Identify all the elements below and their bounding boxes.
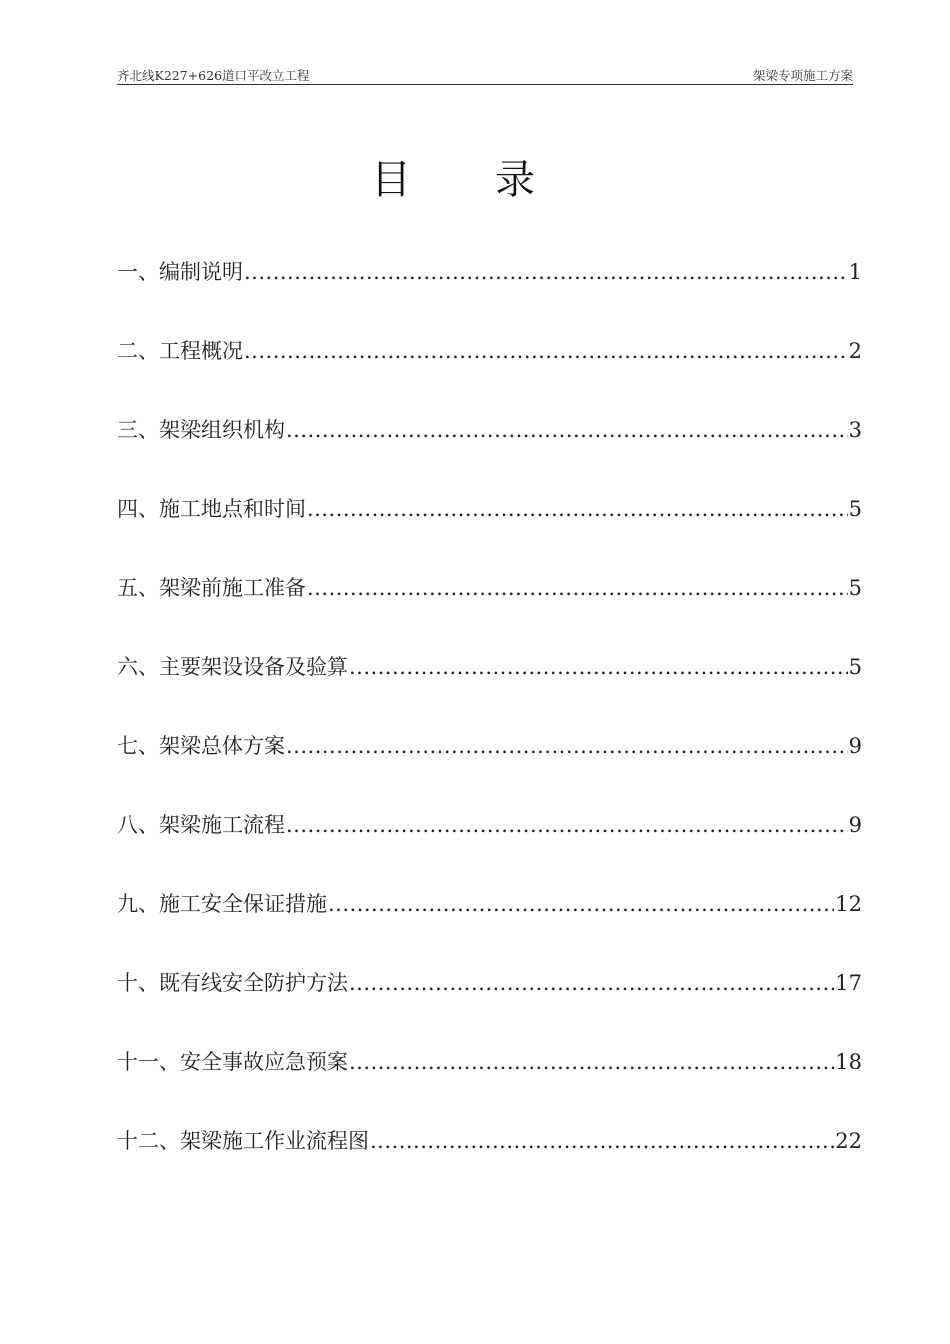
- toc-entry-page: 22: [835, 1129, 862, 1153]
- toc-entry-page: 9: [848, 734, 862, 758]
- toc-leader-dots: [244, 331, 848, 371]
- toc-entry-page: 5: [848, 655, 862, 679]
- toc-leader-dots: [244, 252, 848, 292]
- toc-entry-page: 5: [848, 576, 862, 600]
- toc-entry-page: 18: [835, 1050, 862, 1074]
- toc-entry-page: 2: [848, 339, 862, 363]
- header-project-name: 齐北线K227+626道口平改立工程: [117, 68, 310, 83]
- toc-entry-page: 5: [848, 497, 862, 521]
- toc-leader-dots: [286, 805, 848, 845]
- toc-entry-label: 一、编制说明: [117, 260, 243, 284]
- table-of-contents: [117, 252, 862, 1200]
- header-document-name: 架梁专项施工方案: [752, 68, 853, 83]
- toc-leader-dots: [349, 647, 848, 687]
- toc-entry-8[interactable]: [117, 805, 862, 884]
- toc-leader-dots: [349, 1042, 834, 1082]
- page-header: [117, 66, 853, 85]
- toc-entry-page: 12: [835, 892, 862, 916]
- toc-entry-7[interactable]: [117, 726, 862, 805]
- toc-leader-dots: [307, 568, 848, 608]
- toc-entry-page: 1: [848, 260, 862, 284]
- toc-entry-label: 二、工程概况: [117, 339, 243, 363]
- toc-entry-label: 七、架梁总体方案: [117, 734, 285, 758]
- toc-leader-dots: [307, 489, 848, 529]
- toc-title: 目录: [371, 157, 619, 203]
- toc-entry-6[interactable]: [117, 647, 862, 726]
- toc-entry-page: 9: [848, 813, 862, 837]
- toc-entry-2[interactable]: [117, 331, 862, 410]
- toc-entry-12[interactable]: [117, 1121, 862, 1200]
- toc-leader-dots: [286, 410, 848, 450]
- toc-entry-9[interactable]: [117, 884, 862, 963]
- toc-entry-label: 十一、安全事故应急预案: [117, 1050, 348, 1074]
- toc-entry-11[interactable]: [117, 1042, 862, 1121]
- toc-entry-label: 九、施工安全保证措施: [117, 892, 327, 916]
- toc-entry-label: 三、架梁组织机构: [117, 418, 285, 442]
- toc-entry-4[interactable]: [117, 489, 862, 568]
- toc-leader-dots: [349, 963, 834, 1003]
- toc-leader-dots: [328, 884, 834, 924]
- toc-entry-label: 十二、架梁施工作业流程图: [117, 1129, 369, 1153]
- toc-entry-3[interactable]: [117, 410, 862, 489]
- toc-entry-label: 六、主要架设设备及验算: [117, 655, 348, 679]
- toc-entry-label: 四、施工地点和时间: [117, 497, 306, 521]
- toc-entry-label: 十、既有线安全防护方法: [117, 971, 348, 995]
- toc-leader-dots: [370, 1121, 834, 1161]
- toc-entry-label: 五、架梁前施工准备: [117, 576, 306, 600]
- toc-leader-dots: [286, 726, 848, 766]
- toc-entry-page: 3: [848, 418, 862, 442]
- toc-entry-label: 八、架梁施工流程: [117, 813, 285, 837]
- toc-entry-page: 17: [835, 971, 862, 995]
- toc-entry-10[interactable]: [117, 963, 862, 1042]
- toc-entry-1[interactable]: [117, 252, 862, 331]
- toc-entry-5[interactable]: [117, 568, 862, 647]
